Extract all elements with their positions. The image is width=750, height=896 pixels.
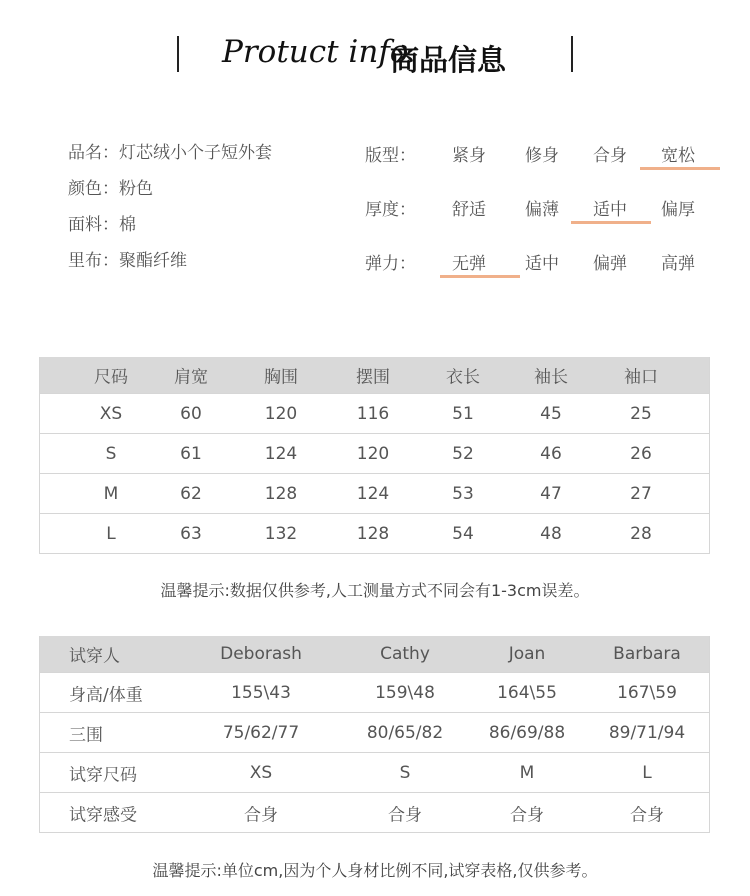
title-chinese: 商品信息 (390, 43, 507, 77)
table-cell: 75/62/77 (222, 722, 300, 743)
table-cell: 132 (264, 523, 298, 544)
table-header (40, 357, 709, 393)
rating-option: 紧身 (452, 146, 486, 166)
table-cell: M (519, 762, 535, 783)
info-color: 颜色：粉色 (68, 179, 153, 199)
header-cell: 肩宽 (174, 367, 208, 388)
table-cell: XS (99, 403, 123, 424)
table-cell: M (103, 483, 119, 504)
rating-option: 适中 (593, 200, 627, 220)
rating-option: 宽松 (661, 146, 695, 166)
table-cell: 51 (452, 403, 474, 424)
header-cell: 袖口 (624, 367, 658, 388)
rating-option: 舒适 (452, 200, 486, 220)
table-cell: 合身 (388, 805, 422, 825)
size-table (39, 357, 710, 554)
header-cell: 胸围 (264, 367, 298, 388)
rating-option: 偏厚 (661, 200, 695, 220)
table-cell: 54 (452, 523, 474, 544)
table-cell: 159\48 (375, 682, 435, 703)
table-cell: 合身 (244, 805, 278, 825)
table-row (40, 433, 709, 473)
rating-option: 合身 (593, 146, 627, 166)
header-cell: 袖长 (534, 367, 568, 388)
rating-label: 厚度： (365, 200, 416, 220)
try-on-table (39, 636, 710, 833)
table-cell: 52 (452, 443, 474, 464)
table-cell: 62 (180, 483, 202, 504)
table-cell: 128 (356, 523, 390, 544)
table-cell: 63 (180, 523, 202, 544)
info-lining: 里布：聚酯纤维 (68, 251, 187, 271)
table-row (40, 672, 709, 712)
size-note: 温馨提示:数据仅供参考,人工测量方式不同会有1-3cm误差。 (160, 581, 590, 600)
rating-option: 偏薄 (525, 200, 559, 220)
table-cell: 28 (630, 523, 652, 544)
rating-option: 偏弹 (593, 254, 627, 274)
table-cell: 89/71/94 (608, 722, 686, 743)
table-row (40, 792, 709, 832)
header-cell: Joan (508, 644, 546, 664)
header-cell: 衣长 (446, 367, 480, 388)
info-product-name: 品名：灯芯绒小个子短外套 (68, 143, 272, 163)
table-cell: 155\43 (231, 682, 291, 703)
table-cell: 26 (630, 443, 652, 464)
table-cell: S (105, 443, 117, 464)
table-cell: 合身 (630, 805, 664, 825)
header-divider-right (571, 36, 573, 72)
header-cell: Deborash (220, 644, 302, 664)
rating-option: 高弹 (661, 254, 695, 274)
table-cell: 45 (540, 403, 562, 424)
table-cell: 25 (630, 403, 652, 424)
page-header (0, 30, 750, 80)
header-cell: 摆围 (356, 367, 390, 388)
table-cell: 60 (180, 403, 202, 424)
header-cell: 试穿人 (69, 646, 120, 667)
rating-option: 修身 (525, 146, 559, 166)
table-cell: S (399, 762, 411, 783)
title-english: Protuct info (222, 34, 409, 70)
header-divider-left (177, 36, 179, 72)
table-cell: 试穿感受 (69, 805, 137, 825)
table-cell: 120 (264, 403, 298, 424)
table-cell: 61 (180, 443, 202, 464)
table-cell: 124 (356, 483, 390, 504)
table-cell: L (106, 523, 116, 544)
product-info-list (68, 138, 272, 282)
table-header (40, 636, 709, 672)
selected-underline (640, 167, 720, 170)
table-cell: L (642, 762, 652, 783)
rating-option: 无弹 (452, 254, 486, 274)
header-cell: 尺码 (94, 367, 128, 388)
table-cell: 167\59 (617, 682, 677, 703)
rating-option: 适中 (525, 254, 559, 274)
selected-underline (571, 221, 651, 224)
table-row (40, 513, 709, 553)
table-cell: XS (249, 762, 273, 783)
table-cell: 身高/体重 (69, 685, 143, 705)
table-row (40, 712, 709, 752)
info-fabric: 面料：棉 (68, 215, 136, 235)
table-cell: 47 (540, 483, 562, 504)
table-row (40, 473, 709, 513)
table-cell: 124 (264, 443, 298, 464)
table-cell: 27 (630, 483, 652, 504)
try-on-note: 温馨提示:单位cm,因为个人身材比例不同,试穿表格,仅供参考。 (152, 861, 598, 880)
table-row (40, 393, 709, 433)
rating-label: 版型： (365, 146, 416, 166)
table-cell: 80/65/82 (366, 722, 444, 743)
rating-label: 弹力： (365, 254, 416, 274)
table-cell: 120 (356, 443, 390, 464)
table-cell: 86/69/88 (488, 722, 566, 743)
table-cell: 53 (452, 483, 474, 504)
table-cell: 三围 (69, 725, 103, 745)
table-cell: 164\55 (497, 682, 557, 703)
table-cell: 46 (540, 443, 562, 464)
table-cell: 116 (356, 403, 390, 424)
table-cell: 合身 (510, 805, 544, 825)
selected-underline (440, 275, 520, 278)
table-row (40, 752, 709, 792)
header-cell: Barbara (613, 644, 681, 664)
header-cell: Cathy (380, 644, 430, 664)
table-cell: 试穿尺码 (69, 765, 137, 785)
table-cell: 48 (540, 523, 562, 544)
table-cell: 128 (264, 483, 298, 504)
